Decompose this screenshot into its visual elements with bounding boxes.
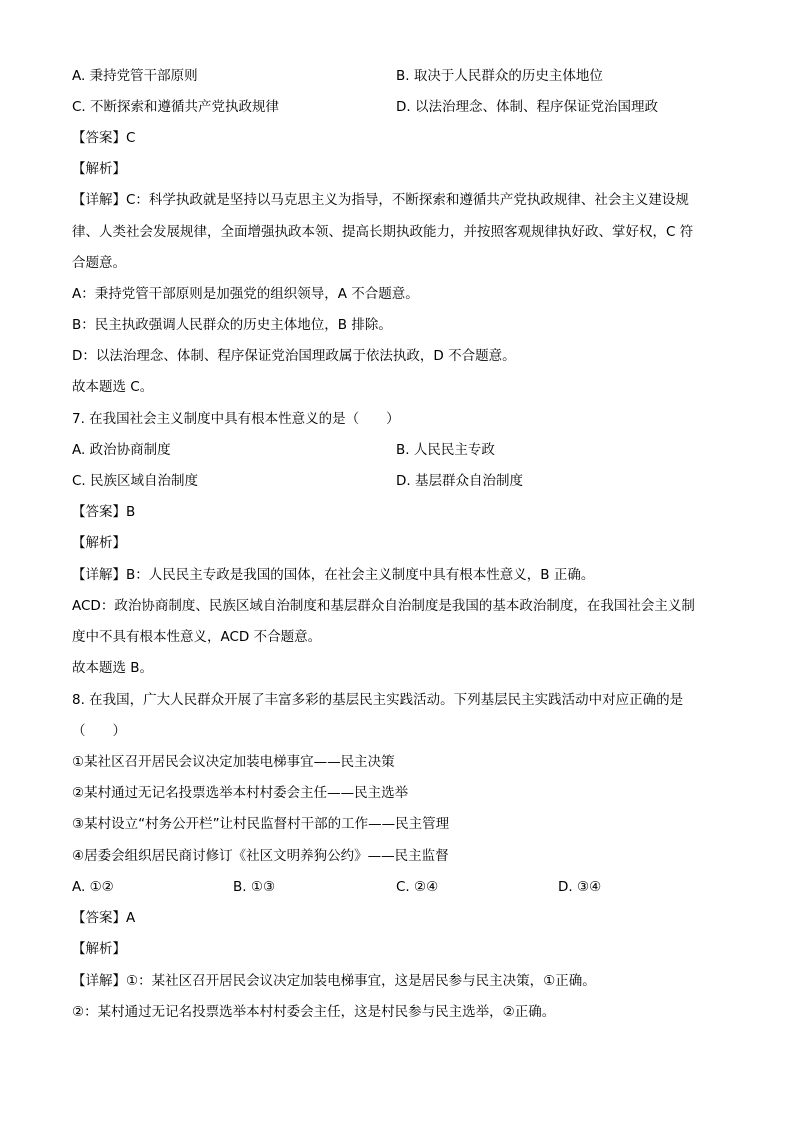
q6-option-a: A. 秉持党管干部原则 [72,68,198,84]
q8-item: ②某村通过无记名投票选举本村村委会主任——民主选举 [72,785,409,801]
q6-option-d: D. 以法治理念、体制、程序保证党治国理政 [396,99,658,115]
q8-detail-line: 【详解】①：某社区召开居民会议决定加装电梯事宜，这是居民参与民主决策，①正确。 [72,973,596,989]
q7-answer: 【答案】B [72,504,136,520]
q8-detail-line: ②：某村通过无记名投票选举本村村委会主任，这是村民参与民主选举，②正确。 [72,1004,556,1020]
q8-option-b: B. ①③ [233,879,276,895]
q6-detail-line: A：秉持党管干部原则是加强党的组织领导，A 不合题意。 [72,286,419,302]
q7-detail-line: 【详解】B：人民民主专政是我国的国体，在社会主义制度中具有根本性意义，B 正确。 [72,567,595,583]
q7-analysis-label: 【解析】 [72,535,126,551]
q6-detail-line: 【详解】C：科学执政就是坚持以马克思主义为指导，不断探索和遵循共产党执政规律、社会主义建设规 [72,192,689,208]
q7-option-b: B. 人民民主专政 [396,442,495,458]
q7-detail-line: 故本题选 B。 [72,660,154,676]
q7-detail-line: 度中不具有根本性意义，ACD 不合题意。 [72,629,322,645]
q6-answer: 【答案】C [72,130,136,146]
q8-option-d: D. ③④ [558,879,602,895]
q8-option-a: A. ①② [72,879,114,895]
q8-stem: 8. 在我国，广大人民群众开展了丰富多彩的基层民主实践活动。下列基层民主实践活动中对应正确的是 [72,692,684,708]
q8-answer: 【答案】A [72,910,136,926]
q6-detail-line: D：以法治理念、体制、程序保证党治国理政属于依法执政，D 不合题意。 [72,348,516,364]
q8-analysis-label: 【解析】 [72,941,126,957]
q7-option-c: C. 民族区域自治制度 [72,473,199,489]
q8-option-c: C. ②④ [396,879,439,895]
q6-detail-line: 故本题选 C。 [72,379,154,395]
q7-stem: 7. 在我国社会主义制度中具有根本性意义的是（ ） [72,411,400,427]
q8-item: ④居委会组织居民商讨修订《社区文明养狗公约》——民主监督 [72,848,449,864]
q8-item: ③某村设立“村务公开栏”让村民监督村干部的工作——民主管理 [72,816,450,832]
q8-stem-bracket: （ ） [72,723,126,739]
q6-detail-line: 合题意。 [72,255,126,271]
q7-detail-line: ACD：政治协商制度、民族区域自治制度和基层群众自治制度是我国的基本政治制度，在我国社会主义制 [72,598,695,614]
q6-detail-line: B：民主执政强调人民群众的历史主体地位，B 排除。 [72,317,392,333]
q7-option-d: D. 基层群众自治制度 [396,473,523,489]
q6-option-b: B. 取决于人民群众的历史主体地位 [396,68,603,84]
q8-item: ①某社区召开居民会议决定加装电梯事宜——民主决策 [72,754,395,770]
q6-analysis-label: 【解析】 [72,161,126,177]
q6-option-c: C. 不断探索和遵循共产党执政规律 [72,99,280,115]
q6-detail-line: 律、人类社会发展规律，全面增强执政本领、提高长期执政能力，并按照客观规律执好政、掌好权，C 符 [72,224,694,240]
q7-option-a: A. 政治协商制度 [72,442,171,458]
